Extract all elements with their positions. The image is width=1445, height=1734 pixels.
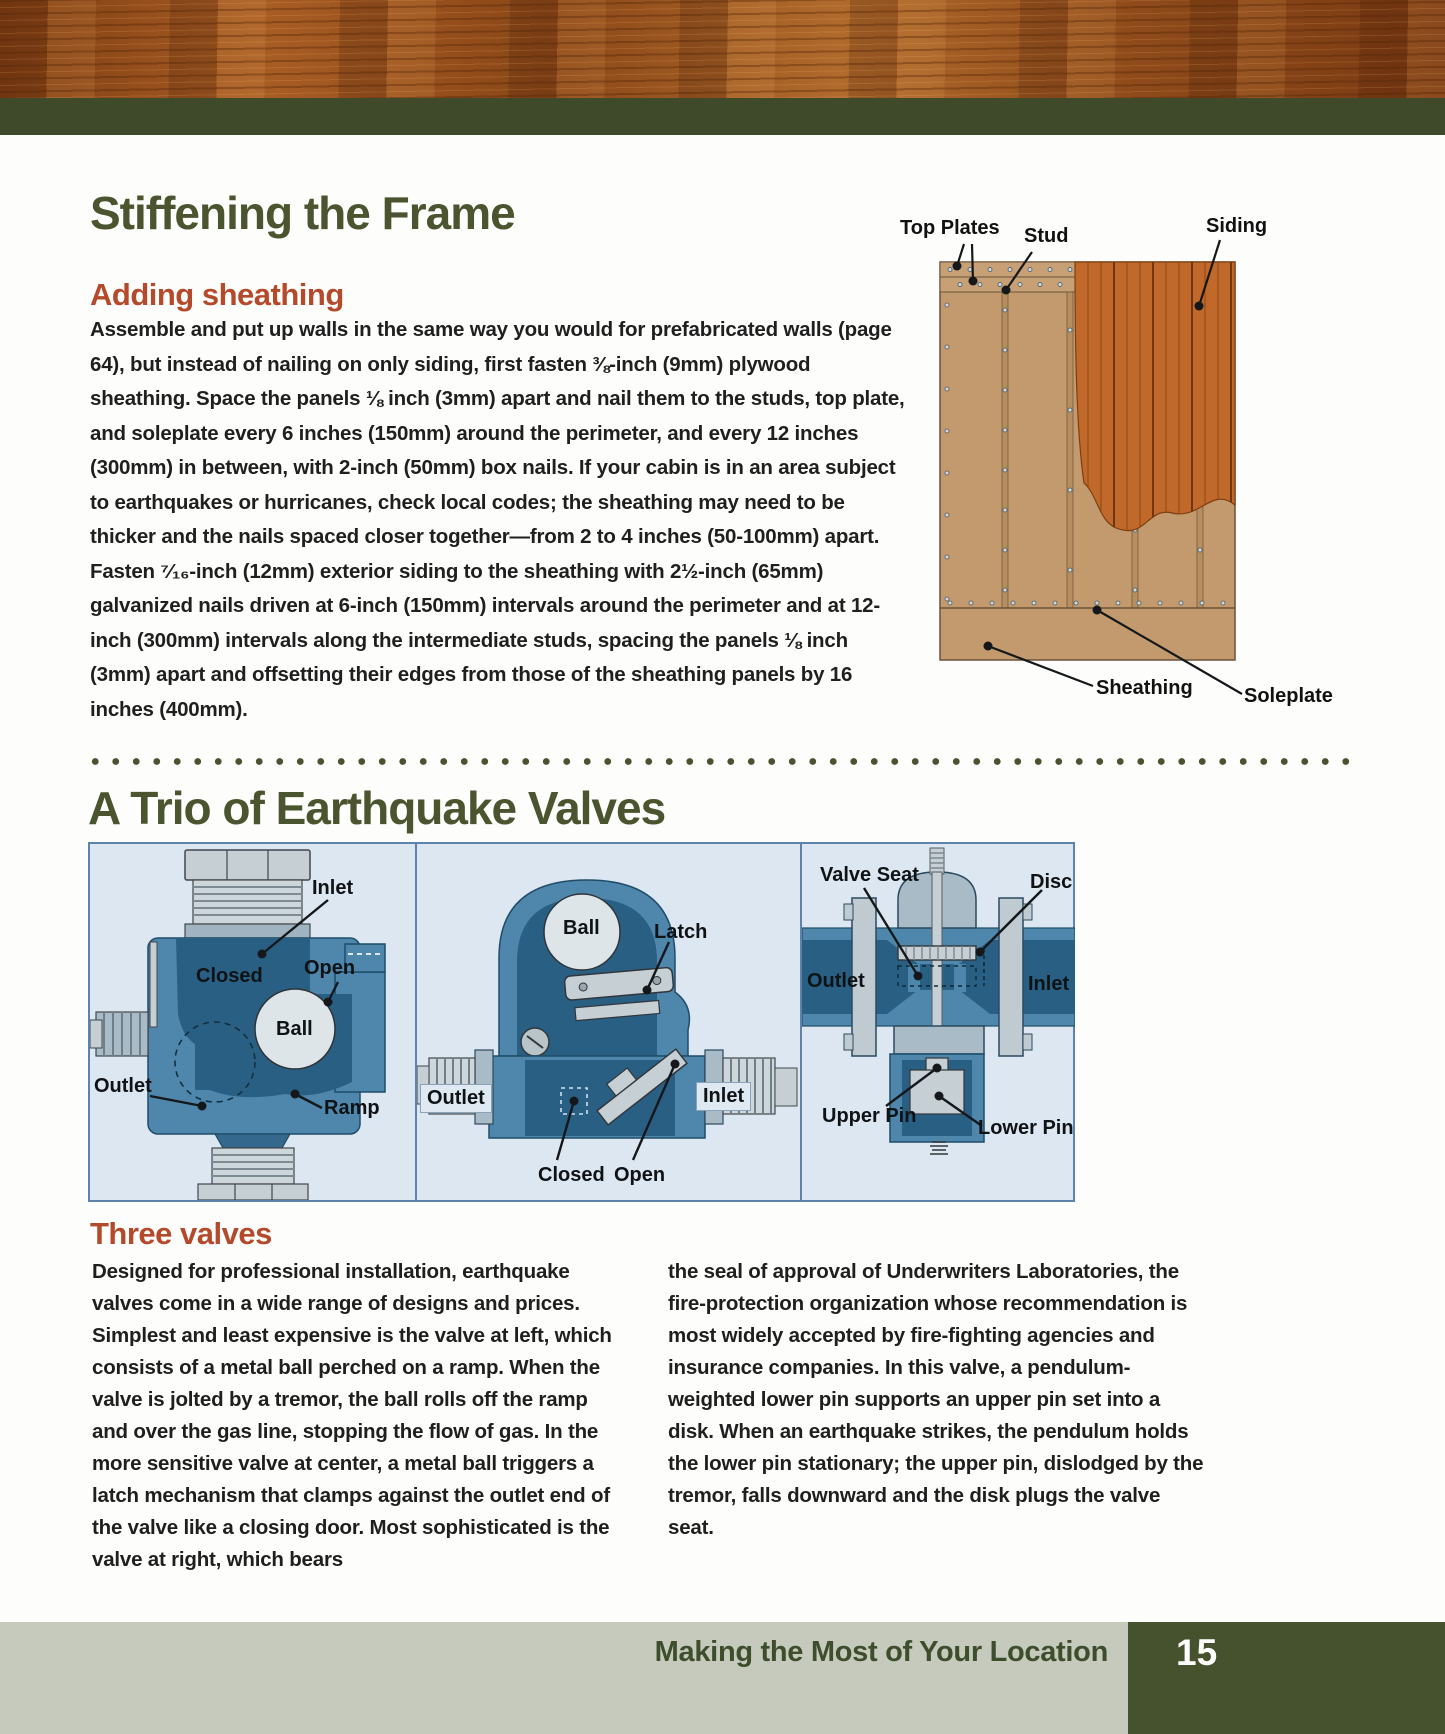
page-number-block: [1128, 1622, 1445, 1734]
label-ball: Ball: [563, 917, 600, 939]
valves-paragraph-left-column: Designed for professional installation, earthquake valves come in a wide range of designs and prices. Simplest and least expensive is the valve at left, which consists of a metal ball perched on a ramp. When the valve is jolted by a tremor, the ball rolls off the ramp and over the gas line, stopping the flow of gas. In the more sensitive valve at center, a metal ball triggers a latch mechanism that clamps against the outlet end of the valve like a closing door. Most sophisticated is the valve at right, which bears: [92, 1260, 612, 1571]
label-inlet: Inlet: [312, 877, 354, 899]
pendulum-valve-graphic: [802, 844, 1075, 1200]
label-disc: Disc: [1030, 871, 1073, 893]
framing-diagram-graphic: [900, 210, 1360, 715]
dotted-divider: [85, 757, 1360, 766]
sheathing-paragraph: Assemble and put up walls in the same way you would for prefabricated walls (page 64), but instead of nailing on only siding, first fasten ⅜-inch (9mm) plywood sheathing. Space the panels ⅛ inch (3mm) apart and nail them to the studs, top plate, and soleplate every 6 inches (150mm) around the perimeter, and every 12 inches (300mm) in between, with 2-inch (50mm) box nails. If your cabin is in an area subject to earthquakes or hurricanes, check local codes; the sheathing may need to be thicker and the nails spaced closer together—from 2 to 4 inches (50-100mm) apart. Fasten ⁷⁄₁₆-inch (12mm) exterior siding to the sheathing with 2½-inch (65mm) galvanized nails driven at 6-inch (150mm) intervals around the perimeter and at 12-inch (300mm) intervals along the intermediate studs, spacing the panels ⅛ inch (3mm) apart and offsetting their edges from those of the sheathing panels by 16 inches (400mm).: [90, 318, 905, 721]
figure-label-sheathing: Sheathing: [1096, 677, 1193, 699]
ball-latch-valve-graphic: [417, 844, 800, 1200]
olive-band: [0, 98, 1445, 135]
label-outlet: Outlet: [94, 1075, 152, 1097]
figure-label-siding: Siding: [1206, 215, 1268, 237]
label-outlet: Outlet: [807, 970, 865, 992]
label-closed: Closed: [538, 1164, 605, 1186]
valves-paragraph-right-column: the seal of approval of Underwriters Laboratories, the fire-protection organization whose recommendation is most widely accepted by fire-fighting agencies and insurance companies. In this valve, a pendulum-weighted lower pin supports an upper pin set into a disk. When an earthquake strikes, the pendulum holds the lower pin stationary; the upper pin, dislodged by the tremor, falls downward and the disk plugs the valve seat.: [668, 1260, 1204, 1539]
framing-diagram: [900, 210, 1360, 715]
subheading-adding-sheathing: Adding sheathing: [90, 277, 344, 312]
footer-bar: [0, 1622, 1445, 1734]
label-outlet: Outlet: [420, 1084, 492, 1113]
label-lower-pin: Lower Pin: [978, 1117, 1074, 1139]
label-closed: Closed: [196, 965, 263, 987]
section-title-stiffening: Stiffening the Frame: [90, 187, 515, 239]
section-title-valves: A Trio of Earthquake Valves: [88, 782, 666, 834]
valve-cell-right: [800, 844, 1073, 1200]
valve-cell-left: [90, 844, 415, 1200]
valves-panel: [88, 842, 1075, 1202]
label-open: Open: [614, 1164, 666, 1186]
label-inlet: Inlet: [696, 1082, 751, 1111]
subheading-three-valves: Three valves: [90, 1216, 272, 1251]
label-ramp: Ramp: [324, 1097, 380, 1119]
running-title: Making the Most of Your Location: [654, 1636, 1108, 1668]
figure-label-stud: Stud: [1024, 225, 1069, 247]
figure-label-top-plates: Top Plates: [900, 217, 1000, 239]
label-open: Open: [304, 957, 356, 979]
label-inlet: Inlet: [1028, 973, 1070, 995]
wood-banner: [0, 0, 1445, 98]
ball-ramp-valve-graphic: [90, 844, 415, 1200]
label-latch: Latch: [654, 921, 708, 943]
valve-cell-middle: [415, 844, 800, 1200]
page-number: 15: [1176, 1632, 1218, 1673]
label-valve-seat: Valve Seat: [820, 864, 919, 886]
figure-label-soleplate: Soleplate: [1244, 685, 1333, 707]
label-upper-pin: Upper Pin: [822, 1105, 917, 1127]
label-ball: Ball: [276, 1018, 313, 1040]
